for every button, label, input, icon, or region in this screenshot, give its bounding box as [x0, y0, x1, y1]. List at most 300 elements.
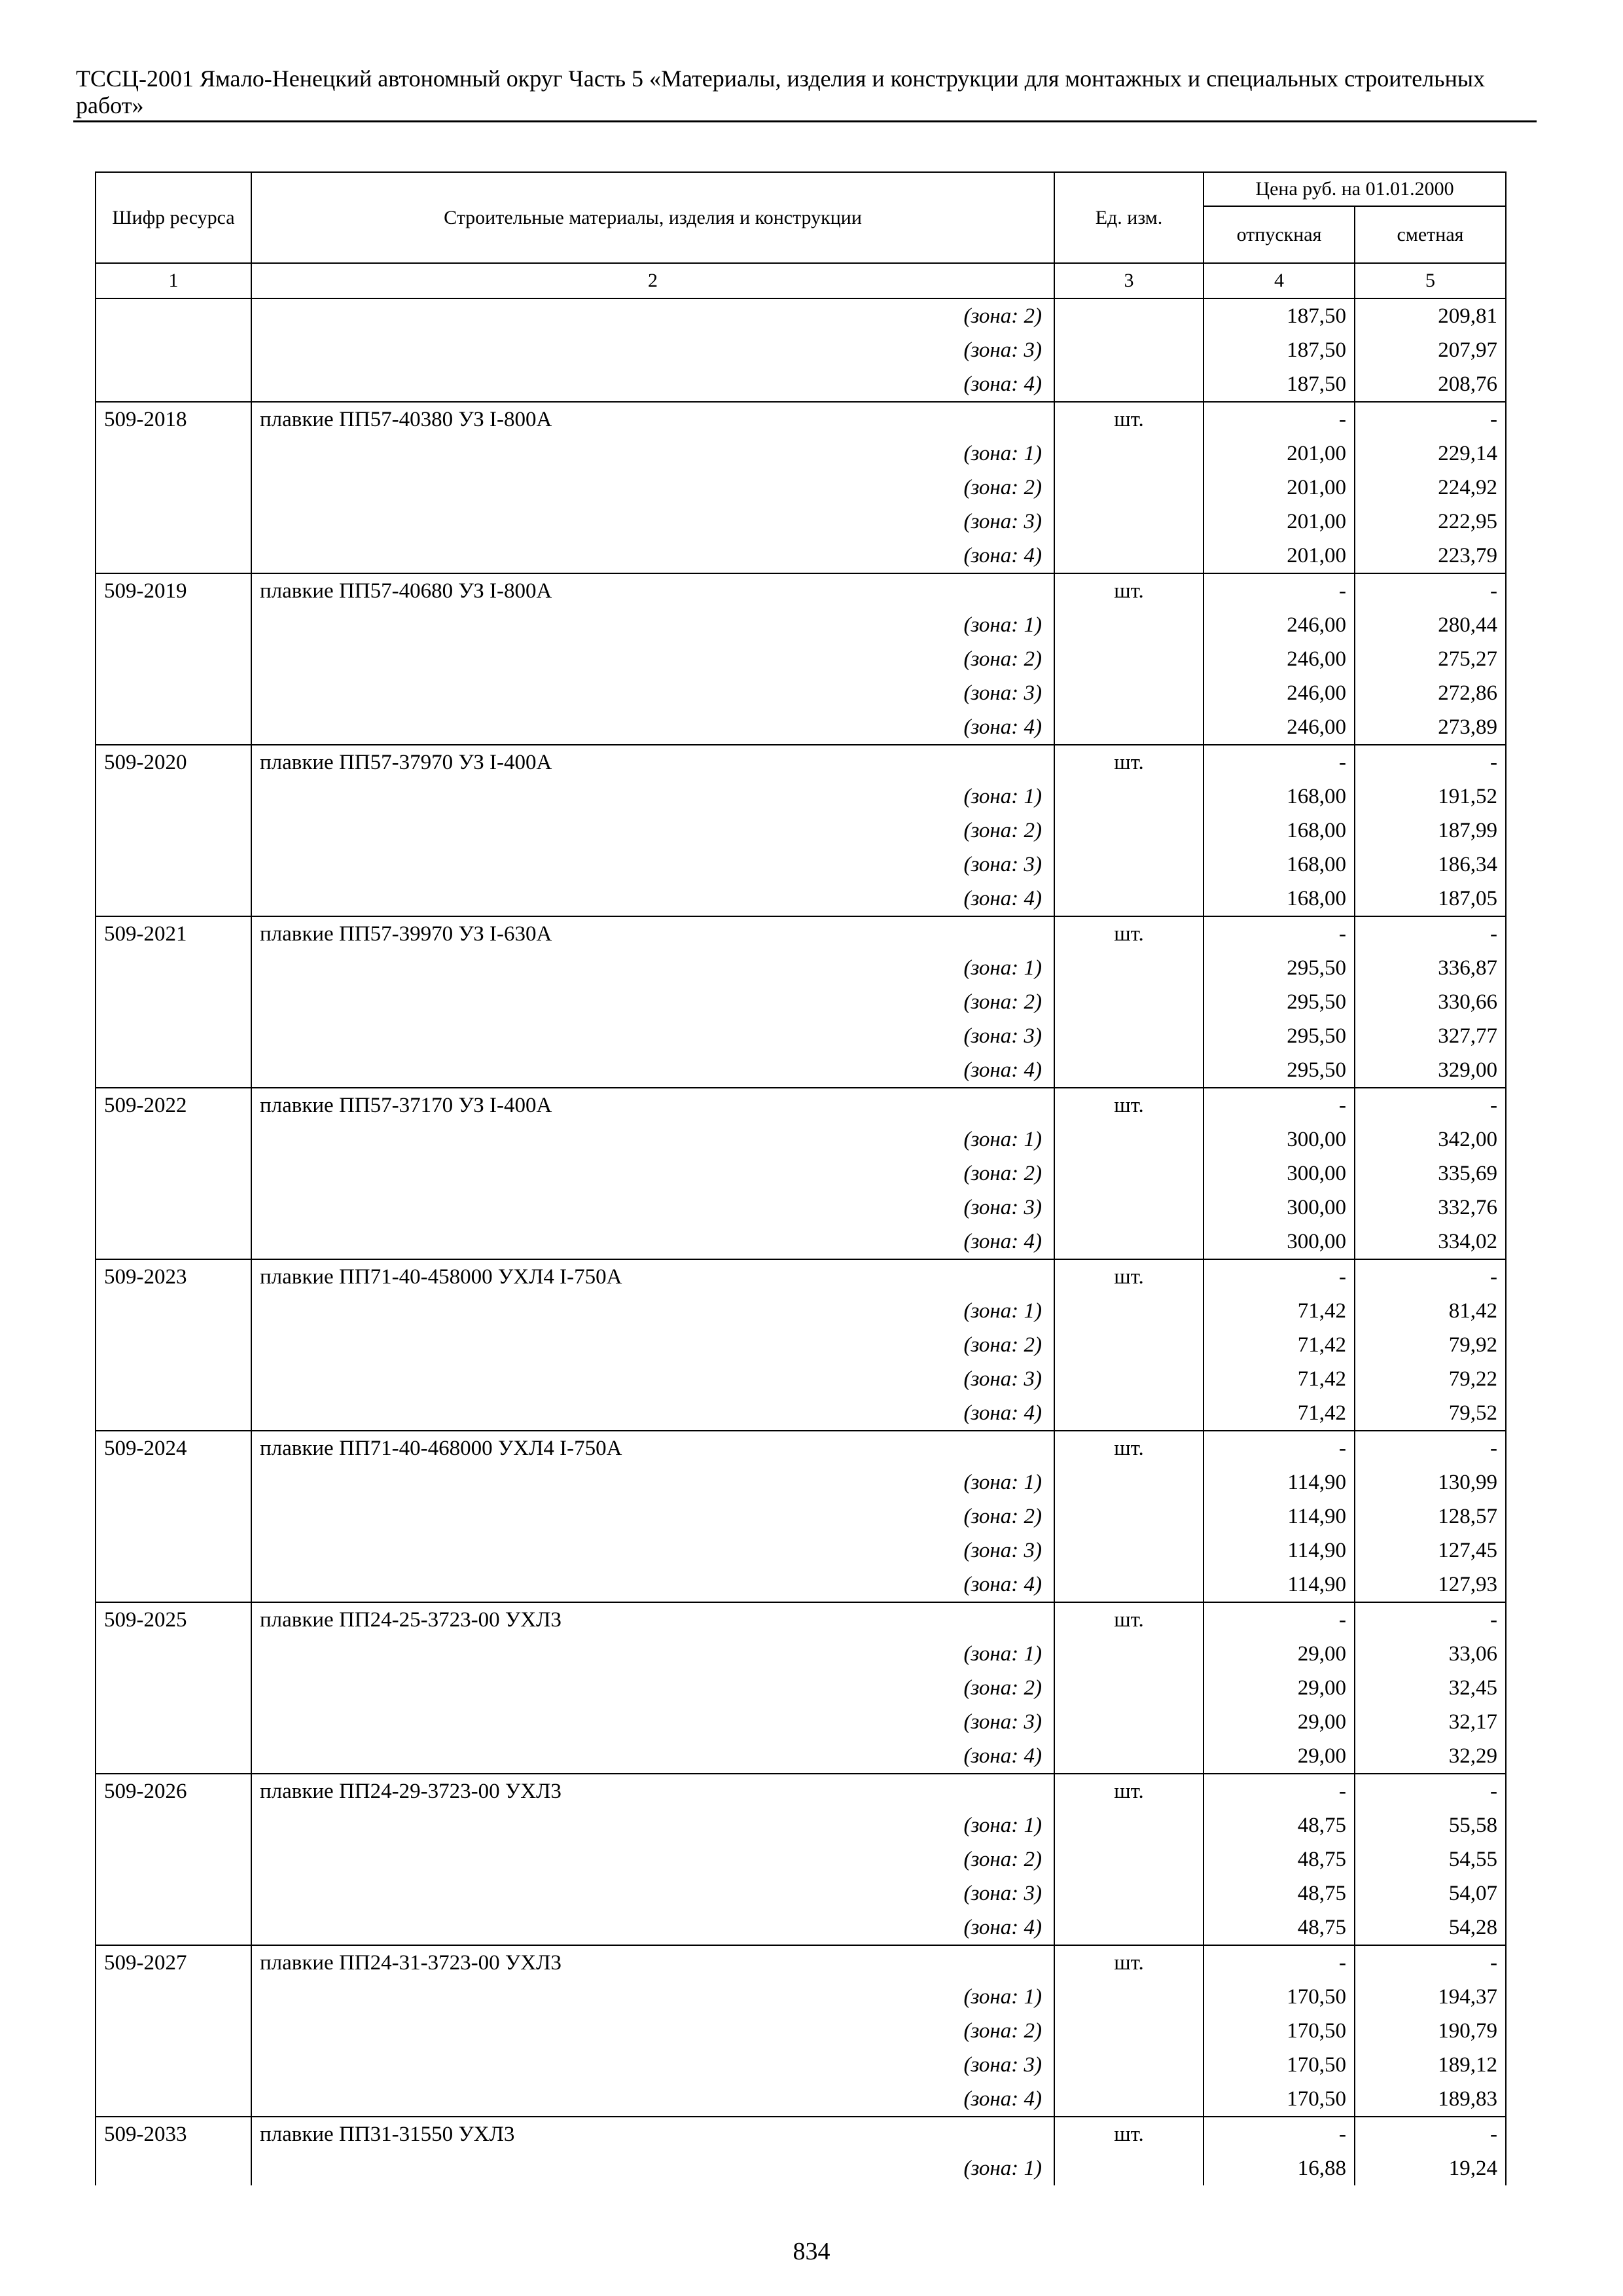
estimate-price: 229,14	[1355, 437, 1506, 471]
resource-code	[96, 1739, 251, 1774]
resource-code	[96, 1294, 251, 1328]
material-row	[96, 402, 1506, 437]
estimate-price: 275,27	[1355, 642, 1506, 676]
resource-code	[96, 1808, 251, 1842]
unit-cell	[1054, 1294, 1204, 1328]
unit-cell	[1054, 1808, 1204, 1842]
header-divider	[73, 120, 1537, 122]
unit-cell: шт.	[1054, 1602, 1204, 1637]
zone-label: (зона: 3)	[251, 848, 1054, 882]
material-name: плавкие ПП71-40-458000 УХЛ4 I-750А	[251, 1259, 1054, 1294]
resource-code	[96, 437, 251, 471]
resource-code: 509-2025	[96, 1602, 251, 1637]
zone-price-row	[96, 437, 1506, 471]
zone-price-row	[96, 1225, 1506, 1259]
zone-label: (зона: 3)	[251, 1534, 1054, 1568]
release-price: 246,00	[1204, 676, 1355, 710]
estimate-price: 32,17	[1355, 1705, 1506, 1739]
resource-code	[96, 1362, 251, 1396]
material-row	[96, 573, 1506, 608]
estimate-price: 209,81	[1355, 298, 1506, 333]
unit-cell	[1054, 1122, 1204, 1157]
zone-price-row	[96, 1705, 1506, 1739]
zone-label: (зона: 2)	[251, 471, 1054, 505]
resource-code	[96, 1225, 251, 1259]
zone-price-row	[96, 333, 1506, 367]
unit-cell	[1054, 298, 1204, 333]
column-number-row	[96, 263, 1506, 298]
estimate-price: -	[1355, 745, 1506, 780]
unit-cell	[1054, 2151, 1204, 2185]
zone-label: (зона: 1)	[251, 1808, 1054, 1842]
resource-code	[96, 1705, 251, 1739]
unit-cell	[1054, 1362, 1204, 1396]
estimate-price: -	[1355, 1259, 1506, 1294]
unit-cell: шт.	[1054, 745, 1204, 780]
zone-label: (зона: 3)	[251, 1876, 1054, 1910]
zone-price-row	[96, 1637, 1506, 1671]
release-price: 114,90	[1204, 1499, 1355, 1534]
release-price: -	[1204, 1602, 1355, 1637]
resource-code	[96, 608, 251, 642]
resource-code: 509-2020	[96, 745, 251, 780]
release-price: -	[1204, 1945, 1355, 1980]
zone-label: (зона: 3)	[251, 1362, 1054, 1396]
estimate-price: 194,37	[1355, 1980, 1506, 2014]
zone-price-row	[96, 676, 1506, 710]
resource-code	[96, 367, 251, 402]
release-price: 114,90	[1204, 1534, 1355, 1568]
zone-label: (зона: 1)	[251, 608, 1054, 642]
zone-price-row	[96, 1499, 1506, 1534]
estimate-price: 79,92	[1355, 1328, 1506, 1362]
zone-price-row	[96, 539, 1506, 573]
zone-price-row	[96, 1534, 1506, 1568]
material-row	[96, 1259, 1506, 1294]
unit-cell	[1054, 642, 1204, 676]
release-price: 295,50	[1204, 985, 1355, 1019]
release-price: 246,00	[1204, 710, 1355, 745]
resource-code	[96, 814, 251, 848]
zone-price-row	[96, 1876, 1506, 1910]
zone-price-row	[96, 1910, 1506, 1945]
resource-code	[96, 1191, 251, 1225]
zone-price-row	[96, 298, 1506, 333]
unit-cell	[1054, 1739, 1204, 1774]
release-price: 295,50	[1204, 951, 1355, 985]
unit-cell	[1054, 1053, 1204, 1088]
resource-code	[96, 1499, 251, 1534]
material-name: плавкие ПП24-31-3723-00 УХЛ3	[251, 1945, 1054, 1980]
zone-label: (зона: 2)	[251, 2014, 1054, 2048]
zone-price-row	[96, 2048, 1506, 2082]
estimate-price: 54,28	[1355, 1910, 1506, 1945]
estimate-price: 187,99	[1355, 814, 1506, 848]
resource-code	[96, 471, 251, 505]
price-table	[95, 171, 1507, 2185]
zone-price-row	[96, 608, 1506, 642]
release-price: 201,00	[1204, 471, 1355, 505]
release-price: -	[1204, 1259, 1355, 1294]
unit-cell	[1054, 951, 1204, 985]
resource-code	[96, 2014, 251, 2048]
unit-cell	[1054, 848, 1204, 882]
material-row	[96, 2117, 1506, 2151]
zone-label: (зона: 4)	[251, 367, 1054, 402]
estimate-price: 222,95	[1355, 505, 1506, 539]
column-header-code: Шифр ресурса	[96, 172, 251, 263]
release-price: 300,00	[1204, 1225, 1355, 1259]
material-name: плавкие ПП57-37970 УЗ I-400А	[251, 745, 1054, 780]
estimate-price: 79,52	[1355, 1396, 1506, 1431]
resource-code: 509-2018	[96, 402, 251, 437]
zone-price-row	[96, 2151, 1506, 2185]
zone-price-row	[96, 1053, 1506, 1088]
material-name: плавкие ПП57-37170 УЗ I-400А	[251, 1088, 1054, 1122]
zone-price-row	[96, 1980, 1506, 2014]
unit-cell	[1054, 985, 1204, 1019]
material-name: плавкие ПП24-25-3723-00 УХЛ3	[251, 1602, 1054, 1637]
zone-label: (зона: 2)	[251, 985, 1054, 1019]
resource-code: 509-2022	[96, 1088, 251, 1122]
column-header-release-price: отпускная	[1204, 206, 1355, 263]
zone-label: (зона: 1)	[251, 951, 1054, 985]
unit-cell	[1054, 1191, 1204, 1225]
unit-cell: шт.	[1054, 1945, 1204, 1980]
zone-price-row	[96, 814, 1506, 848]
unit-cell	[1054, 2048, 1204, 2082]
release-price: 170,50	[1204, 2082, 1355, 2117]
resource-code	[96, 780, 251, 814]
release-price: -	[1204, 745, 1355, 780]
resource-code	[96, 2082, 251, 2117]
resource-code	[96, 1019, 251, 1053]
resource-code	[96, 539, 251, 573]
release-price: 29,00	[1204, 1671, 1355, 1705]
resource-code: 509-2019	[96, 573, 251, 608]
estimate-price: 224,92	[1355, 471, 1506, 505]
material-row	[96, 1945, 1506, 1980]
release-price: 170,50	[1204, 1980, 1355, 2014]
unit-cell	[1054, 505, 1204, 539]
zone-price-row	[96, 1019, 1506, 1053]
zone-label: (зона: 2)	[251, 642, 1054, 676]
estimate-price: 19,24	[1355, 2151, 1506, 2185]
material-row	[96, 745, 1506, 780]
zone-price-row	[96, 1157, 1506, 1191]
release-price: 168,00	[1204, 882, 1355, 916]
estimate-price: 207,97	[1355, 333, 1506, 367]
estimate-price: 223,79	[1355, 539, 1506, 573]
zone-label: (зона: 4)	[251, 1568, 1054, 1602]
unit-cell	[1054, 1396, 1204, 1431]
release-price: 170,50	[1204, 2014, 1355, 2048]
estimate-price: 127,93	[1355, 1568, 1506, 1602]
estimate-price: 330,66	[1355, 985, 1506, 1019]
release-price: 114,90	[1204, 1568, 1355, 1602]
estimate-price: -	[1355, 1945, 1506, 1980]
column-number: 4	[1204, 263, 1355, 298]
resource-code	[96, 298, 251, 333]
resource-code	[96, 882, 251, 916]
unit-cell	[1054, 367, 1204, 402]
unit-cell	[1054, 882, 1204, 916]
material-name: плавкие ПП71-40-468000 УХЛ4 I-750А	[251, 1431, 1054, 1465]
unit-cell	[1054, 1534, 1204, 1568]
unit-cell	[1054, 1019, 1204, 1053]
zone-label: (зона: 3)	[251, 1705, 1054, 1739]
unit-cell	[1054, 710, 1204, 745]
zone-price-row	[96, 848, 1506, 882]
zone-price-row	[96, 1568, 1506, 1602]
release-price: -	[1204, 916, 1355, 951]
resource-code	[96, 1876, 251, 1910]
resource-code	[96, 1980, 251, 2014]
zone-label: (зона: 4)	[251, 1396, 1054, 1431]
unit-cell	[1054, 539, 1204, 573]
estimate-price: 273,89	[1355, 710, 1506, 745]
release-price: 201,00	[1204, 539, 1355, 573]
release-price: 71,42	[1204, 1294, 1355, 1328]
resource-code	[96, 985, 251, 1019]
release-price: 29,00	[1204, 1705, 1355, 1739]
column-header-name: Строительные материалы, изделия и конструкции	[251, 172, 1054, 263]
release-price: 71,42	[1204, 1396, 1355, 1431]
page-number: 834	[793, 2238, 830, 2265]
estimate-price: 280,44	[1355, 608, 1506, 642]
zone-label: (зона: 4)	[251, 882, 1054, 916]
release-price: -	[1204, 2117, 1355, 2151]
zone-label: (зона: 1)	[251, 437, 1054, 471]
material-name: плавкие ПП31-31550 УХЛ3	[251, 2117, 1054, 2151]
zone-label: (зона: 1)	[251, 1465, 1054, 1499]
unit-cell	[1054, 1705, 1204, 1739]
zone-price-row	[96, 367, 1506, 402]
column-header-price-group: Цена руб. на 01.01.2000	[1204, 172, 1506, 206]
zone-label: (зона: 4)	[251, 1739, 1054, 1774]
release-price: 114,90	[1204, 1465, 1355, 1499]
release-price: 168,00	[1204, 848, 1355, 882]
zone-label: (зона: 3)	[251, 2048, 1054, 2082]
unit-cell	[1054, 437, 1204, 471]
zone-price-row	[96, 2082, 1506, 2117]
unit-cell: шт.	[1054, 1774, 1204, 1808]
zone-label: (зона: 3)	[251, 676, 1054, 710]
release-price: 48,75	[1204, 1876, 1355, 1910]
column-header-unit: Ед. изм.	[1054, 172, 1204, 263]
unit-cell	[1054, 333, 1204, 367]
release-price: 201,00	[1204, 437, 1355, 471]
resource-code	[96, 2048, 251, 2082]
resource-code	[96, 1910, 251, 1945]
resource-code: 509-2027	[96, 1945, 251, 1980]
material-row	[96, 1602, 1506, 1637]
release-price: 168,00	[1204, 814, 1355, 848]
column-number: 2	[251, 263, 1054, 298]
unit-cell	[1054, 1157, 1204, 1191]
resource-code	[96, 505, 251, 539]
release-price: 71,42	[1204, 1328, 1355, 1362]
zone-price-row	[96, 1294, 1506, 1328]
zone-label: (зона: 2)	[251, 1671, 1054, 1705]
zone-label: (зона: 2)	[251, 1328, 1054, 1362]
release-price: 48,75	[1204, 1808, 1355, 1842]
unit-cell	[1054, 814, 1204, 848]
resource-code: 509-2021	[96, 916, 251, 951]
column-number: 1	[96, 263, 251, 298]
release-price: -	[1204, 573, 1355, 608]
release-price: 16,88	[1204, 2151, 1355, 2185]
unit-cell	[1054, 471, 1204, 505]
estimate-price: 54,55	[1355, 1842, 1506, 1876]
unit-cell	[1054, 1225, 1204, 1259]
release-price: 187,50	[1204, 367, 1355, 402]
unit-cell: шт.	[1054, 573, 1204, 608]
release-price: 29,00	[1204, 1637, 1355, 1671]
release-price: -	[1204, 402, 1355, 437]
estimate-price: 208,76	[1355, 367, 1506, 402]
zone-price-row	[96, 1328, 1506, 1362]
estimate-price: 127,45	[1355, 1534, 1506, 1568]
resource-code	[96, 848, 251, 882]
estimate-price: 335,69	[1355, 1157, 1506, 1191]
release-price: 246,00	[1204, 642, 1355, 676]
estimate-price: -	[1355, 1088, 1506, 1122]
zone-label: (зона: 4)	[251, 539, 1054, 573]
estimate-price: 79,22	[1355, 1362, 1506, 1396]
resource-code	[96, 1534, 251, 1568]
zone-price-row	[96, 1842, 1506, 1876]
estimate-price: 327,77	[1355, 1019, 1506, 1053]
estimate-price: 32,29	[1355, 1739, 1506, 1774]
release-price: 300,00	[1204, 1157, 1355, 1191]
zone-price-row	[96, 1739, 1506, 1774]
release-price: 295,50	[1204, 1019, 1355, 1053]
zone-label: (зона: 1)	[251, 1980, 1054, 2014]
zone-price-row	[96, 1465, 1506, 1499]
column-number: 5	[1355, 263, 1506, 298]
resource-code	[96, 1053, 251, 1088]
unit-cell	[1054, 676, 1204, 710]
zone-label: (зона: 2)	[251, 1499, 1054, 1534]
unit-cell	[1054, 780, 1204, 814]
zone-label: (зона: 2)	[251, 1157, 1054, 1191]
unit-cell: шт.	[1054, 1088, 1204, 1122]
unit-cell: шт.	[1054, 1431, 1204, 1465]
estimate-price: -	[1355, 916, 1506, 951]
release-price: 168,00	[1204, 780, 1355, 814]
unit-cell	[1054, 1637, 1204, 1671]
estimate-price: 186,34	[1355, 848, 1506, 882]
estimate-price: 81,42	[1355, 1294, 1506, 1328]
material-row	[96, 1431, 1506, 1465]
resource-code: 509-2033	[96, 2117, 251, 2151]
estimate-price: 130,99	[1355, 1465, 1506, 1499]
estimate-price: -	[1355, 2117, 1506, 2151]
unit-cell: шт.	[1054, 2117, 1204, 2151]
zone-label: (зона: 4)	[251, 710, 1054, 745]
estimate-price: -	[1355, 402, 1506, 437]
zone-price-row	[96, 642, 1506, 676]
estimate-price: 272,86	[1355, 676, 1506, 710]
zone-price-row	[96, 2014, 1506, 2048]
zone-label: (зона: 1)	[251, 1122, 1054, 1157]
unit-cell	[1054, 2014, 1204, 2048]
material-name: плавкие ПП57-39970 УЗ I-630А	[251, 916, 1054, 951]
estimate-price: 55,58	[1355, 1808, 1506, 1842]
zone-label: (зона: 2)	[251, 298, 1054, 333]
zone-price-row	[96, 985, 1506, 1019]
unit-cell	[1054, 1910, 1204, 1945]
release-price: 187,50	[1204, 298, 1355, 333]
resource-code	[96, 1157, 251, 1191]
material-row	[96, 916, 1506, 951]
resource-code	[96, 676, 251, 710]
estimate-price: 191,52	[1355, 780, 1506, 814]
resource-code	[96, 1122, 251, 1157]
release-price: 201,00	[1204, 505, 1355, 539]
column-number: 3	[1054, 263, 1204, 298]
unit-cell	[1054, 2082, 1204, 2117]
zone-label: (зона: 1)	[251, 1637, 1054, 1671]
column-header-estimate-price: сметная	[1355, 206, 1506, 263]
unit-cell	[1054, 1499, 1204, 1534]
zone-label: (зона: 4)	[251, 2082, 1054, 2117]
zone-label: (зона: 3)	[251, 1191, 1054, 1225]
zone-label: (зона: 1)	[251, 2151, 1054, 2185]
material-name: плавкие ПП24-29-3723-00 УХЛ3	[251, 1774, 1054, 1808]
release-price: -	[1204, 1774, 1355, 1808]
estimate-price: 128,57	[1355, 1499, 1506, 1534]
unit-cell	[1054, 1671, 1204, 1705]
estimate-price: 189,83	[1355, 2082, 1506, 2117]
material-name: плавкие ПП57-40680 УЗ I-800А	[251, 573, 1054, 608]
zone-price-row	[96, 505, 1506, 539]
release-price: 48,75	[1204, 1910, 1355, 1945]
estimate-price: 187,05	[1355, 882, 1506, 916]
resource-code: 509-2024	[96, 1431, 251, 1465]
estimate-price: -	[1355, 1431, 1506, 1465]
table-body	[96, 263, 1506, 2185]
zone-price-row	[96, 780, 1506, 814]
resource-code	[96, 1396, 251, 1431]
release-price: 170,50	[1204, 2048, 1355, 2082]
zone-label: (зона: 2)	[251, 814, 1054, 848]
resource-code: 509-2023	[96, 1259, 251, 1294]
material-row	[96, 1088, 1506, 1122]
resource-code	[96, 642, 251, 676]
estimate-price: 332,76	[1355, 1191, 1506, 1225]
release-price: -	[1204, 1088, 1355, 1122]
estimate-price: -	[1355, 1774, 1506, 1808]
release-price: 71,42	[1204, 1362, 1355, 1396]
release-price: 300,00	[1204, 1122, 1355, 1157]
release-price: 187,50	[1204, 333, 1355, 367]
unit-cell	[1054, 1328, 1204, 1362]
zone-label: (зона: 2)	[251, 1842, 1054, 1876]
unit-cell	[1054, 1842, 1204, 1876]
estimate-price: 329,00	[1355, 1053, 1506, 1088]
unit-cell: шт.	[1054, 402, 1204, 437]
resource-code	[96, 333, 251, 367]
unit-cell	[1054, 1568, 1204, 1602]
zone-label: (зона: 3)	[251, 333, 1054, 367]
unit-cell: шт.	[1054, 916, 1204, 951]
zone-price-row	[96, 1191, 1506, 1225]
zone-label: (зона: 1)	[251, 780, 1054, 814]
zone-label: (зона: 4)	[251, 1910, 1054, 1945]
unit-cell	[1054, 1980, 1204, 2014]
